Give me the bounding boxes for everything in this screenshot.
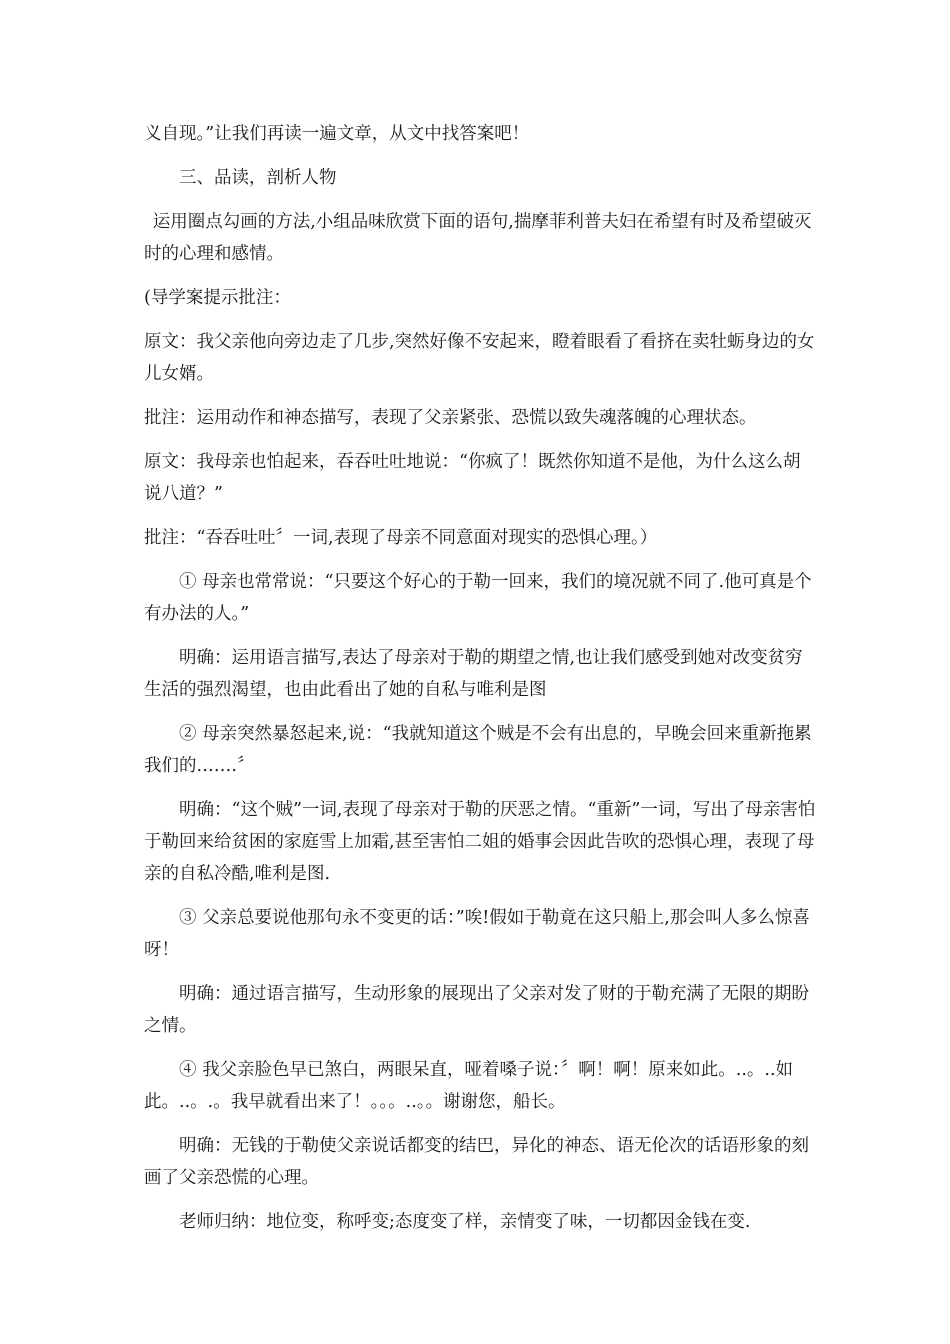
- section-heading: 三、品读，剖析人物: [179, 168, 337, 188]
- paragraph-annotation-2: 批注：“吞吞吐吐〞一词,表现了母亲不同意面对现实的恐惧心理。）: [144, 528, 658, 548]
- paragraph-quote-2: ② 母亲突然暴怒起来,说：“我就知道这个贼是不会有出息的，早晚会回来重新拖累我们的.……〞: [144, 724, 812, 776]
- paragraph-annotation-1: 批注：运用动作和神态描写，表现了父亲紧张、恐慌以致失魂落魄的心理状态。: [144, 408, 757, 428]
- paragraph-quote-3: ③ 父亲总要说他那句永不变更的话：”唉!假如于勒竟在这只船上,那会叫人多么惊喜呀！: [144, 908, 810, 960]
- paragraph-teacher-summary: 老师归纳：地位变，称呼变;态度变了样，亲情变了味，一切都因金钱在变.: [179, 1212, 751, 1232]
- paragraph-clarify-2: 明确：“这个贼”一词,表现了母亲对于勒的厌恶之情。“重新”一词，写出了母亲害怕于勒回来给贫困的家庭雪上加霜,甚至害怕二姐的婚事会因此告吹的恐惧心理，表现了母亲的自私冷酷,唯利是图.: [144, 800, 816, 884]
- paragraph-continuation: 义自现。”让我们再读一遍文章，从文中找答案吧！: [144, 124, 530, 144]
- document-body: [144, 118, 816, 1250]
- paragraph-quote-1: ① 母亲也常常说：“只要这个好心的于勒一回来，我们的境况就不同了.他可真是个有办法的人。”: [144, 572, 812, 624]
- paragraph-instruction: 运用圈点勾画的方法,小组品味欣赏下面的语句,揣摩菲利普夫妇在希望有时及希望破灭时的心理和感情。: [144, 212, 812, 264]
- paragraph-quote-4: ④ 我父亲脸色早已煞白，两眼呆直，哑着嗓子说：〞啊！啊！原来如此。..。..如此。..。.。我早就看出来了！。。。..。。谢谢您，船长。: [144, 1060, 794, 1112]
- paragraph-clarify-4: 明确：无钱的于勒使父亲说话都变的结巴，异化的神态、语无伦次的话语形象的刻画了父亲恐慌的心理。: [144, 1136, 809, 1188]
- paragraph-clarify-3: 明确：通过语言描写，生动形象的展现出了父亲对发了财的于勒充满了无限的期盼之情。: [144, 984, 809, 1036]
- paragraph-guide-note: (导学案提示批注：: [144, 288, 291, 308]
- paragraph-original-1: 原文：我父亲他向旁边走了几步,突然好像不安起来，瞪着眼看了看挤在卖牡蛎身边的女儿女婿。: [144, 332, 815, 384]
- paragraph-original-2: 原文：我母亲也怕起来，吞吞吐吐地说：“你疯了！既然你知道不是他，为什么这么胡说八道？”: [144, 452, 801, 504]
- paragraph-clarify-1: 明确：运用语言描写,表达了母亲对于勒的期望之情,也让我们感受到她对改变贫穷生活的强烈渴望，也由此看出了她的自私与唯利是图: [144, 648, 803, 700]
